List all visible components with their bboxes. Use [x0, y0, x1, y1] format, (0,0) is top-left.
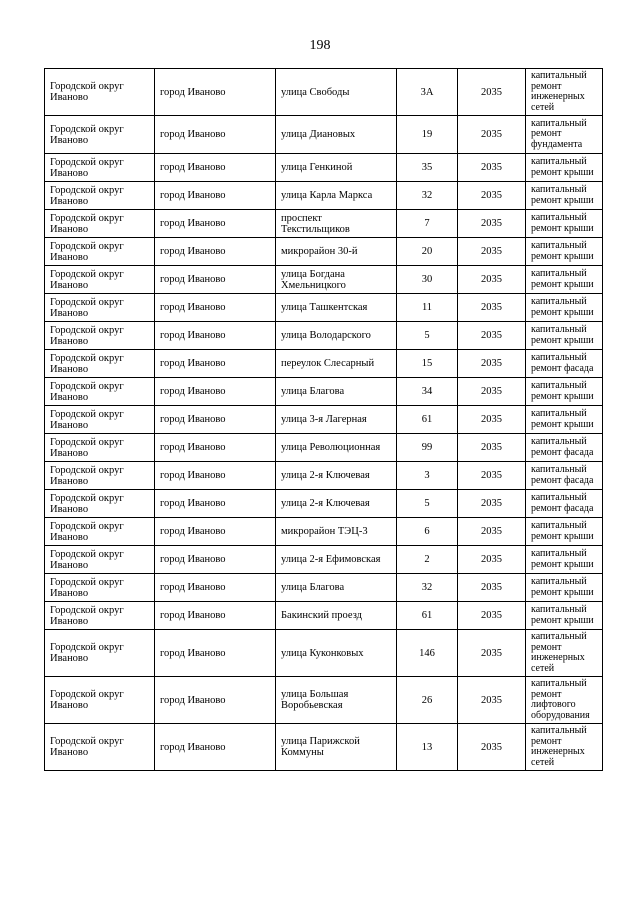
street-cell: улица 2-я Ключевая [276, 462, 397, 490]
table-row [45, 490, 603, 518]
year-cell: 2035 [458, 724, 526, 771]
district-cell: Городской округ Иваново [45, 677, 155, 724]
work-type-cell: капитальный ремонт крыши [526, 574, 603, 602]
table-row [45, 238, 603, 266]
repair-schedule-table [44, 68, 603, 771]
district-cell: Городской округ Иваново [45, 602, 155, 630]
house-number-cell: 20 [397, 238, 458, 266]
district-cell: Городской округ Иваново [45, 724, 155, 771]
page-number: 198 [309, 38, 331, 53]
work-type-cell: капитальный ремонт инженерных сетей [526, 724, 603, 771]
house-number-cell: 99 [397, 434, 458, 462]
house-number-cell: 3А [397, 69, 458, 116]
city-cell: город Иваново [155, 266, 276, 294]
district-cell: Городской округ Иваново [45, 238, 155, 266]
street-cell: улица Карла Маркса [276, 182, 397, 210]
district-cell: Городской округ Иваново [45, 378, 155, 406]
district-cell: Городской округ Иваново [45, 462, 155, 490]
work-type-cell: капитальный ремонт крыши [526, 518, 603, 546]
city-cell: город Иваново [155, 406, 276, 434]
city-cell: город Иваново [155, 116, 276, 154]
street-cell: улица Благова [276, 574, 397, 602]
year-cell: 2035 [458, 350, 526, 378]
work-type-cell: капитальный ремонт крыши [526, 182, 603, 210]
work-type-cell: капитальный ремонт крыши [526, 406, 603, 434]
street-cell: переулок Слесарный [276, 350, 397, 378]
year-cell: 2035 [458, 490, 526, 518]
year-cell: 2035 [458, 182, 526, 210]
district-cell: Городской округ Иваново [45, 546, 155, 574]
table-row [45, 434, 603, 462]
year-cell: 2035 [458, 546, 526, 574]
year-cell: 2035 [458, 238, 526, 266]
city-cell: город Иваново [155, 546, 276, 574]
district-cell: Городской округ Иваново [45, 574, 155, 602]
work-type-cell: капитальный ремонт лифтового оборудования [526, 677, 603, 724]
house-number-cell: 7 [397, 210, 458, 238]
house-number-cell: 35 [397, 154, 458, 182]
house-number-cell: 2 [397, 546, 458, 574]
house-number-cell: 13 [397, 724, 458, 771]
year-cell: 2035 [458, 518, 526, 546]
district-cell: Городской округ Иваново [45, 116, 155, 154]
house-number-cell: 34 [397, 378, 458, 406]
house-number-cell: 61 [397, 406, 458, 434]
house-number-cell: 3 [397, 462, 458, 490]
house-number-cell: 15 [397, 350, 458, 378]
work-type-cell: капитальный ремонт крыши [526, 322, 603, 350]
work-type-cell: капитальный ремонт инженерных сетей [526, 630, 603, 677]
city-cell: город Иваново [155, 462, 276, 490]
table-row [45, 462, 603, 490]
year-cell: 2035 [458, 116, 526, 154]
district-cell: Городской округ Иваново [45, 266, 155, 294]
year-cell: 2035 [458, 210, 526, 238]
work-type-cell: капитальный ремонт фасада [526, 462, 603, 490]
table-row [45, 677, 603, 724]
table-row [45, 574, 603, 602]
street-cell: улица Большая Воробьевская [276, 677, 397, 724]
district-cell: Городской округ Иваново [45, 350, 155, 378]
district-cell: Городской округ Иваново [45, 294, 155, 322]
year-cell: 2035 [458, 322, 526, 350]
work-type-cell: капитальный ремонт крыши [526, 210, 603, 238]
table-row [45, 266, 603, 294]
house-number-cell: 11 [397, 294, 458, 322]
work-type-cell: капитальный ремонт фасада [526, 350, 603, 378]
table-row [45, 154, 603, 182]
district-cell: Городской округ Иваново [45, 434, 155, 462]
year-cell: 2035 [458, 434, 526, 462]
house-number-cell: 19 [397, 116, 458, 154]
table-row [45, 724, 603, 771]
street-cell: улица Володарского [276, 322, 397, 350]
table-row [45, 182, 603, 210]
city-cell: город Иваново [155, 182, 276, 210]
street-cell: улица 3-я Лагерная [276, 406, 397, 434]
district-cell: Городской округ Иваново [45, 154, 155, 182]
table-row [45, 350, 603, 378]
street-cell: улица 2-я Ключевая [276, 490, 397, 518]
house-number-cell: 5 [397, 322, 458, 350]
house-number-cell: 6 [397, 518, 458, 546]
city-cell: город Иваново [155, 574, 276, 602]
district-cell: Городской округ Иваново [45, 69, 155, 116]
district-cell: Городской округ Иваново [45, 490, 155, 518]
house-number-cell: 61 [397, 602, 458, 630]
work-type-cell: капитальный ремонт крыши [526, 546, 603, 574]
street-cell: улица 2-я Ефимовская [276, 546, 397, 574]
house-number-cell: 146 [397, 630, 458, 677]
street-cell: улица Куконковых [276, 630, 397, 677]
table-row [45, 406, 603, 434]
year-cell: 2035 [458, 266, 526, 294]
city-cell: город Иваново [155, 518, 276, 546]
house-number-cell: 26 [397, 677, 458, 724]
table-row [45, 294, 603, 322]
work-type-cell: капитальный ремонт крыши [526, 154, 603, 182]
street-cell: улица Благова [276, 378, 397, 406]
year-cell: 2035 [458, 630, 526, 677]
street-cell: улица Богдана Хмельницкого [276, 266, 397, 294]
street-cell: микрорайон ТЭЦ-3 [276, 518, 397, 546]
table-row [45, 546, 603, 574]
district-cell: Городской округ Иваново [45, 322, 155, 350]
table-row [45, 116, 603, 154]
city-cell: город Иваново [155, 154, 276, 182]
city-cell: город Иваново [155, 350, 276, 378]
district-cell: Городской округ Иваново [45, 182, 155, 210]
street-cell: проспект Текстильщиков [276, 210, 397, 238]
year-cell: 2035 [458, 378, 526, 406]
year-cell: 2035 [458, 154, 526, 182]
street-cell: улица Парижской Коммуны [276, 724, 397, 771]
work-type-cell: капитальный ремонт фасада [526, 490, 603, 518]
table-row [45, 322, 603, 350]
city-cell: город Иваново [155, 322, 276, 350]
year-cell: 2035 [458, 677, 526, 724]
street-cell: улица Ташкентская [276, 294, 397, 322]
year-cell: 2035 [458, 406, 526, 434]
city-cell: город Иваново [155, 69, 276, 116]
work-type-cell: капитальный ремонт инженерных сетей [526, 69, 603, 116]
table-body [45, 69, 603, 771]
year-cell: 2035 [458, 602, 526, 630]
street-cell: Бакинский проезд [276, 602, 397, 630]
street-cell: улица Генкиной [276, 154, 397, 182]
work-type-cell: капитальный ремонт крыши [526, 266, 603, 294]
year-cell: 2035 [458, 574, 526, 602]
work-type-cell: капитальный ремонт крыши [526, 294, 603, 322]
work-type-cell: капитальный ремонт крыши [526, 378, 603, 406]
house-number-cell: 30 [397, 266, 458, 294]
table-row [45, 69, 603, 116]
street-cell: микрорайон 30-й [276, 238, 397, 266]
city-cell: город Иваново [155, 210, 276, 238]
street-cell: улица Революционная [276, 434, 397, 462]
year-cell: 2035 [458, 462, 526, 490]
city-cell: город Иваново [155, 490, 276, 518]
city-cell: город Иваново [155, 294, 276, 322]
city-cell: город Иваново [155, 378, 276, 406]
house-number-cell: 5 [397, 490, 458, 518]
city-cell: город Иваново [155, 434, 276, 462]
table-row [45, 518, 603, 546]
district-cell: Городской округ Иваново [45, 210, 155, 238]
house-number-cell: 32 [397, 574, 458, 602]
city-cell: город Иваново [155, 630, 276, 677]
work-type-cell: капитальный ремонт фасада [526, 434, 603, 462]
table-row [45, 602, 603, 630]
city-cell: город Иваново [155, 677, 276, 724]
year-cell: 2035 [458, 69, 526, 116]
district-cell: Городской округ Иваново [45, 630, 155, 677]
street-cell: улица Диановых [276, 116, 397, 154]
city-cell: город Иваново [155, 724, 276, 771]
city-cell: город Иваново [155, 602, 276, 630]
work-type-cell: капитальный ремонт фундамента [526, 116, 603, 154]
table-row [45, 630, 603, 677]
city-cell: город Иваново [155, 238, 276, 266]
street-cell: улица Свободы [276, 69, 397, 116]
work-type-cell: капитальный ремонт крыши [526, 602, 603, 630]
table-row [45, 378, 603, 406]
district-cell: Городской округ Иваново [45, 406, 155, 434]
house-number-cell: 32 [397, 182, 458, 210]
work-type-cell: капитальный ремонт крыши [526, 238, 603, 266]
year-cell: 2035 [458, 294, 526, 322]
table-row [45, 210, 603, 238]
district-cell: Городской округ Иваново [45, 518, 155, 546]
